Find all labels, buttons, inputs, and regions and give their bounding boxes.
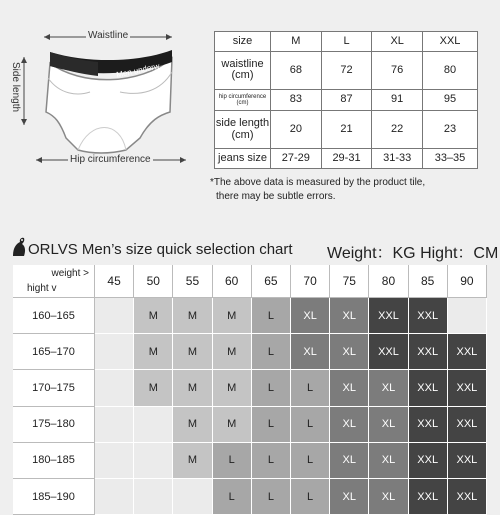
size-cell: M xyxy=(173,334,212,370)
height-row-label: 170–175 xyxy=(13,370,95,406)
size-table-row-label: hip circumference (cm) xyxy=(215,89,271,110)
height-row-label: 185–190 xyxy=(13,479,95,515)
height-row-label: 180–185 xyxy=(13,443,95,479)
size-table-cell: 33–35 xyxy=(423,149,478,169)
size-cell: L xyxy=(291,479,330,515)
size-table-cell: 27-29 xyxy=(271,149,322,169)
weight-header-cell: 50 xyxy=(134,265,173,298)
size-table-header: L xyxy=(321,32,372,52)
size-cell: L xyxy=(252,443,291,479)
size-cell: XXL xyxy=(409,334,448,370)
size-cell: L xyxy=(252,370,291,406)
note-line: *The above data is measured by the product tile, xyxy=(210,177,426,188)
brand-logo-icon xyxy=(10,236,28,258)
empty-size-cell xyxy=(95,443,134,479)
size-table-cell: 68 xyxy=(271,51,322,89)
size-cell: M xyxy=(213,407,252,443)
size-table-cell: 29-31 xyxy=(321,149,372,169)
size-table-cell: 80 xyxy=(423,51,478,89)
size-cell: M xyxy=(213,334,252,370)
size-cell: XL xyxy=(369,370,408,406)
size-cell: M xyxy=(173,407,212,443)
size-table-row-label: side length (cm) xyxy=(215,111,271,149)
size-table-row xyxy=(215,149,478,169)
height-row-label: 175–180 xyxy=(13,407,95,443)
size-cell: M xyxy=(134,334,173,370)
weight-axis-label: weight > xyxy=(51,268,89,279)
weight-header-cell: 90 xyxy=(448,265,487,298)
size-cell: L xyxy=(291,407,330,443)
size-cell: XXL xyxy=(409,370,448,406)
note-line: there may be subtle errors. xyxy=(216,191,336,202)
weight-header-cell: 55 xyxy=(173,265,212,298)
size-table xyxy=(214,31,478,169)
waistband-brand-text: Men underw xyxy=(115,61,161,80)
size-table-header: XL xyxy=(372,32,423,52)
size-cell: XXL xyxy=(448,334,487,370)
size-table-cell: 91 xyxy=(372,89,423,110)
size-cell: L xyxy=(252,334,291,370)
empty-size-cell xyxy=(173,479,212,515)
empty-size-cell xyxy=(134,443,173,479)
size-table-cell: 31-33 xyxy=(372,149,423,169)
hip-circumference-label: Hip circumference xyxy=(70,154,151,165)
size-table-header: XXL xyxy=(423,32,478,52)
size-table-header-row xyxy=(215,32,478,52)
size-cell: XL xyxy=(330,479,369,515)
empty-size-cell xyxy=(448,298,487,334)
empty-size-cell xyxy=(134,479,173,515)
size-cell: L xyxy=(252,298,291,334)
size-cell: M xyxy=(173,298,212,334)
size-cell: M xyxy=(134,370,173,406)
size-table-header: size xyxy=(215,32,271,52)
size-cell: XL xyxy=(330,443,369,479)
size-table-cell: 87 xyxy=(321,89,372,110)
weight-header-cell: 70 xyxy=(291,265,330,298)
chart-corner-cell xyxy=(13,265,95,298)
empty-size-cell xyxy=(95,298,134,334)
empty-size-cell xyxy=(95,407,134,443)
size-cell: XXL xyxy=(448,407,487,443)
empty-size-cell xyxy=(95,334,134,370)
size-cell: XL xyxy=(369,479,408,515)
side-length-label: Side length xyxy=(10,62,21,113)
size-cell: XL xyxy=(330,334,369,370)
weight-header-cell: 60 xyxy=(213,265,252,298)
weight-header-cell: 85 xyxy=(409,265,448,298)
size-cell: L xyxy=(291,370,330,406)
size-cell: XXL xyxy=(409,479,448,515)
size-table-cell: 76 xyxy=(372,51,423,89)
size-cell: M xyxy=(173,443,212,479)
size-cell: L xyxy=(252,479,291,515)
weight-header-cell: 80 xyxy=(369,265,408,298)
empty-size-cell xyxy=(134,407,173,443)
chart-title: ORLVS Men’s size quick selection chart xyxy=(28,241,293,258)
height-row-label: 165–170 xyxy=(13,334,95,370)
size-table-cell: 21 xyxy=(321,111,372,149)
size-table-cell: 20 xyxy=(271,111,322,149)
measurement-note xyxy=(210,176,425,204)
size-cell: M xyxy=(173,370,212,406)
size-table-header: M xyxy=(271,32,322,52)
size-table-cell: 23 xyxy=(423,111,478,149)
size-table-cell: 22 xyxy=(372,111,423,149)
size-cell: L xyxy=(252,407,291,443)
size-table-row xyxy=(215,89,478,110)
size-cell: XL xyxy=(330,370,369,406)
size-cell: XXL xyxy=(448,443,487,479)
size-cell: XL xyxy=(369,443,408,479)
size-cell: XXL xyxy=(409,443,448,479)
size-table-cell: 95 xyxy=(423,89,478,110)
size-cell: XXL xyxy=(448,370,487,406)
chart-units: Weight：KG Hight：CM xyxy=(327,245,499,262)
size-table-row-label: jeans size xyxy=(215,149,271,169)
size-cell: XXL xyxy=(369,334,408,370)
size-quick-chart xyxy=(13,265,487,515)
size-table-row xyxy=(215,111,478,149)
size-cell: XL xyxy=(291,298,330,334)
height-axis-label: hight v xyxy=(27,283,57,294)
briefs-drawing xyxy=(0,0,200,175)
size-table-row xyxy=(215,51,478,89)
size-cell: M xyxy=(134,298,173,334)
size-table-cell: 72 xyxy=(321,51,372,89)
size-cell: XL xyxy=(291,334,330,370)
weight-header-cell: 45 xyxy=(95,265,134,298)
size-cell: XXL xyxy=(448,479,487,515)
size-cell: XXL xyxy=(409,298,448,334)
size-cell: M xyxy=(213,370,252,406)
waistline-label: Waistline xyxy=(88,30,129,41)
size-cell: L xyxy=(213,479,252,515)
size-cell: L xyxy=(291,443,330,479)
weight-header-cell: 65 xyxy=(252,265,291,298)
size-cell: XL xyxy=(369,407,408,443)
size-cell: M xyxy=(213,298,252,334)
weight-header-cell: 75 xyxy=(330,265,369,298)
size-table-cell: 83 xyxy=(271,89,322,110)
size-cell: XL xyxy=(330,407,369,443)
size-cell: XXL xyxy=(369,298,408,334)
size-cell: XL xyxy=(330,298,369,334)
empty-size-cell xyxy=(95,479,134,515)
product-illustration xyxy=(0,0,200,175)
size-cell: L xyxy=(213,443,252,479)
height-row-label: 160–165 xyxy=(13,298,95,334)
size-table-row-label: waistline (cm) xyxy=(215,51,271,89)
empty-size-cell xyxy=(95,370,134,406)
size-cell: XXL xyxy=(409,407,448,443)
